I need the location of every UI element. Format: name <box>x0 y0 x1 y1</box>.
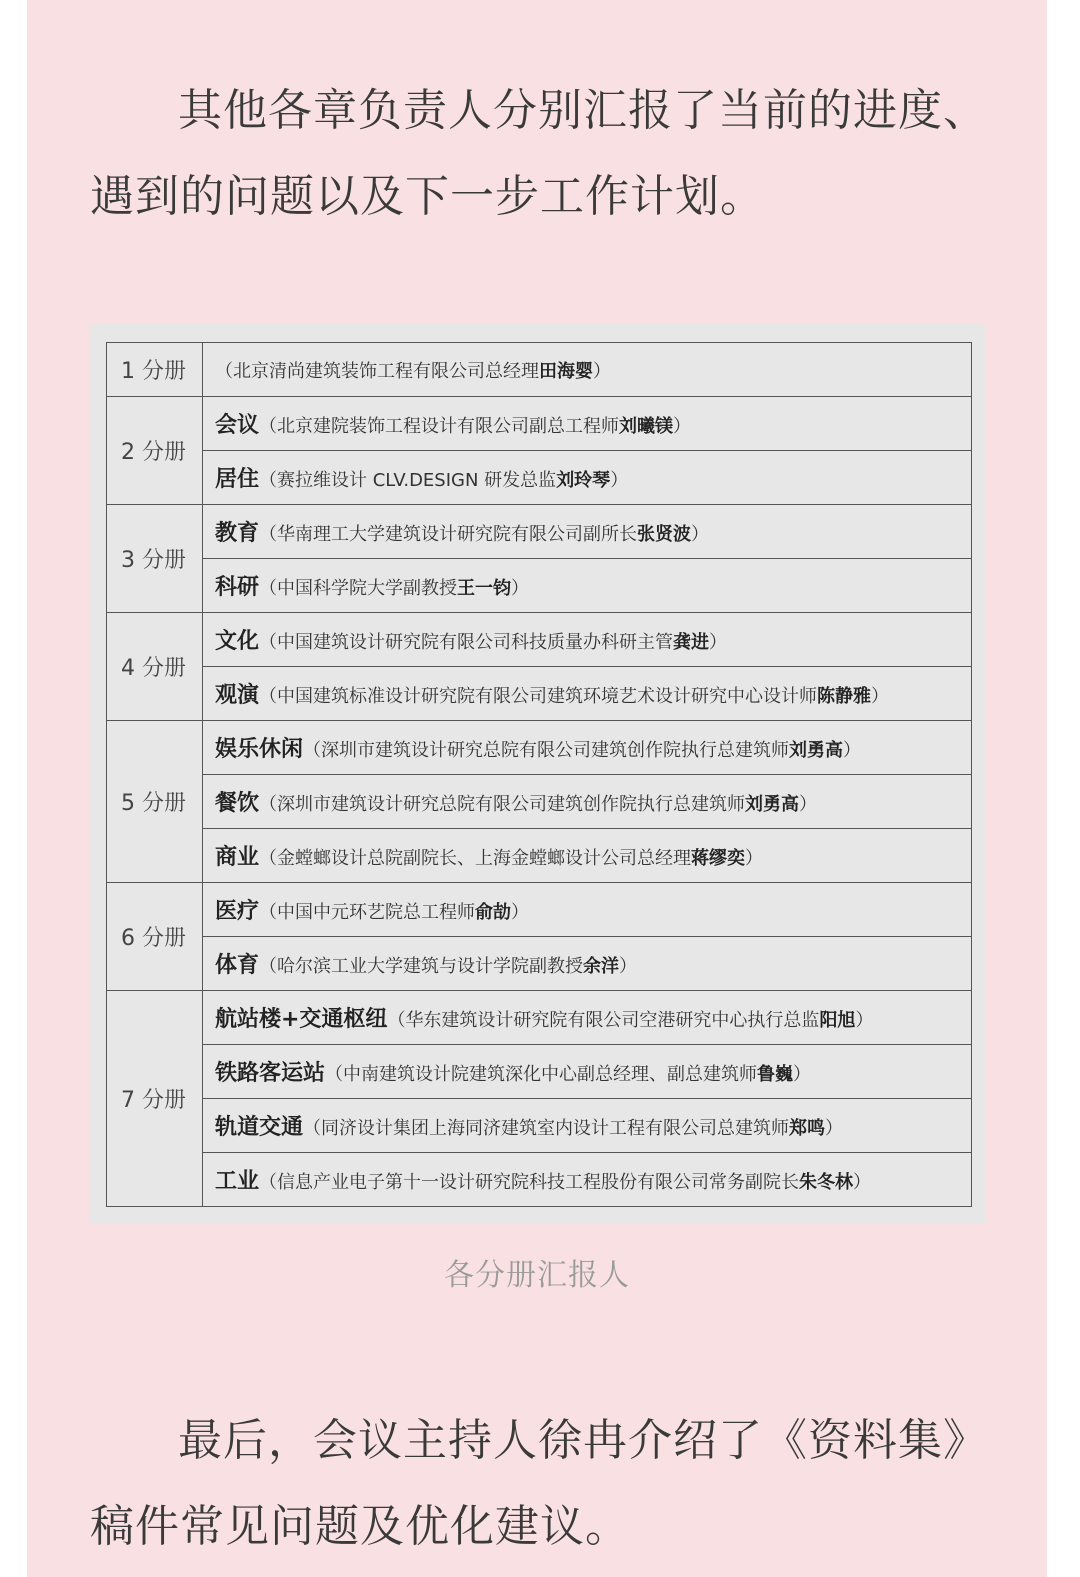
close-paren: ） <box>593 360 611 382</box>
reporter-affiliation: 北京建院装饰工程设计有限公司副总工程师 <box>277 416 620 437</box>
reporter-name: 郑鸣 <box>789 1118 826 1139</box>
open-paren: （ <box>215 360 233 382</box>
category-label: 娱乐休闲 <box>215 737 304 762</box>
reporter-name: 田海婴 <box>539 360 593 382</box>
reporter-name: 鲁巍 <box>757 1064 794 1085</box>
category-label: 体育 <box>215 953 260 978</box>
reporter-cell <box>203 451 972 505</box>
table-row <box>107 1099 972 1153</box>
reporter-affiliation: 深圳市建筑设计研究总院有限公司建筑创作院执行总建筑师 <box>321 740 790 761</box>
reporter-cell <box>203 559 972 613</box>
close-paren: ） <box>511 578 530 599</box>
reporter-affiliation: 赛拉维设计 CLV.DESIGN 研发总监 <box>277 470 557 491</box>
reporter-cell <box>203 775 972 829</box>
reporter-name: 刘勇高 <box>789 740 844 761</box>
reporter-name: 刘曦镁 <box>619 416 674 437</box>
reporter-name: 王一钧 <box>457 578 512 599</box>
table-row <box>107 829 972 883</box>
open-paren: （ <box>325 1064 344 1085</box>
category-label: 轨道交通 <box>215 1115 304 1140</box>
reporter-cell <box>203 991 972 1045</box>
closing-paragraph: 最后，会议主持人徐冉介绍了《资料集》稿件常见问题及优化建议。 <box>90 1415 988 1552</box>
category-label: 文化 <box>215 629 260 654</box>
category-label: 教育 <box>215 521 260 546</box>
category-label: 工业 <box>215 1169 260 1194</box>
reporters-table-image <box>89 323 985 1224</box>
close-paren: ） <box>843 740 862 761</box>
close-paren: ） <box>691 524 710 545</box>
category-label: 会议 <box>215 413 260 438</box>
reporter-name: 刘玲琴 <box>556 470 611 491</box>
table-row <box>107 883 972 937</box>
open-paren: （ <box>259 578 278 599</box>
close-paren: ） <box>853 1172 872 1193</box>
reporter-name: 余洋 <box>583 956 620 977</box>
category-label: 航站楼+交通枢纽 <box>215 1007 388 1032</box>
intro-paragraph: 其他各章负责人分别汇报了当前的进度、遇到的问题以及下一步工作计划。 <box>90 85 988 222</box>
reporter-cell <box>203 397 972 451</box>
open-paren: （ <box>259 470 278 491</box>
table-row <box>107 505 972 559</box>
reporter-cell <box>203 1153 972 1207</box>
category-label: 医疗 <box>215 899 260 924</box>
table-row <box>107 937 972 991</box>
close-paren: ） <box>511 902 530 923</box>
close-paren: ） <box>709 632 728 653</box>
reporter-affiliation: 中国建筑设计研究院有限公司科技质量办科研主管 <box>277 632 674 653</box>
close-paren: ） <box>799 794 818 815</box>
category-label: 居住 <box>215 467 260 492</box>
open-paren: （ <box>259 686 278 707</box>
reporter-affiliation: 中南建筑设计院建筑深化中心副总经理、副总建筑师 <box>343 1064 758 1085</box>
reporter-name: 蒋缪奕 <box>691 848 746 869</box>
close-paren: ） <box>825 1118 844 1139</box>
reporter-name: 张贤波 <box>637 524 692 545</box>
reporter-name: 陈静雅 <box>817 686 872 707</box>
reporters-table <box>106 342 972 1207</box>
category-label: 科研 <box>215 575 260 600</box>
reporter-affiliation: 信息产业电子第十一设计研究院科技工程股份有限公司常务副院长 <box>277 1172 800 1193</box>
close-paren: ） <box>793 1064 812 1085</box>
reporter-affiliation: 华南理工大学建筑设计研究院有限公司副所长 <box>277 524 638 545</box>
table-row <box>107 397 972 451</box>
reporter-cell <box>203 829 972 883</box>
reporter-affiliation: 金螳螂设计总院副院长、上海金螳螂设计公司总经理 <box>277 848 692 869</box>
reporter-cell <box>203 343 972 397</box>
open-paren: （ <box>259 416 278 437</box>
table-row <box>107 559 972 613</box>
table-row <box>107 775 972 829</box>
volume-cell: 5 分册 <box>107 721 203 883</box>
reporter-name: 俞劼 <box>475 902 512 923</box>
volume-cell: 6 分册 <box>107 883 203 991</box>
volume-cell: 4 分册 <box>107 613 203 721</box>
volume-cell: 1 分册 <box>107 343 203 397</box>
open-paren: （ <box>303 740 322 761</box>
reporter-cell <box>203 1099 972 1153</box>
reporter-name: 阳旭 <box>819 1010 856 1031</box>
open-paren: （ <box>259 632 278 653</box>
category-label: 餐饮 <box>215 791 260 816</box>
table-caption: 各分册汇报人 <box>444 1258 630 1293</box>
volume-cell: 2 分册 <box>107 397 203 505</box>
reporter-cell <box>203 667 972 721</box>
close-paren: ） <box>673 416 692 437</box>
reporter-cell <box>203 883 972 937</box>
open-paren: （ <box>259 848 278 869</box>
reporter-affiliation: 华东建筑设计研究院有限公司空港研究中心执行总监 <box>405 1010 820 1031</box>
close-paren: ） <box>745 848 764 869</box>
table-row <box>107 613 972 667</box>
table-row <box>107 721 972 775</box>
reporter-cell <box>203 937 972 991</box>
open-paren: （ <box>259 956 278 977</box>
open-paren: （ <box>303 1118 322 1139</box>
close-paren: ） <box>871 686 890 707</box>
table-row <box>107 667 972 721</box>
open-paren: （ <box>259 524 278 545</box>
reporter-affiliation: 中国科学院大学副教授 <box>277 578 458 599</box>
reporter-affiliation: 哈尔滨工业大学建筑与设计学院副教授 <box>277 956 584 977</box>
table-row <box>107 991 972 1045</box>
reporter-affiliation: 中国建筑标准设计研究院有限公司建筑环境艺术设计研究中心设计师 <box>277 686 818 707</box>
reporter-cell <box>203 721 972 775</box>
close-paren: ） <box>855 1010 874 1031</box>
article-page <box>27 0 1047 1577</box>
open-paren: （ <box>387 1010 406 1031</box>
table-row <box>107 343 972 397</box>
reporter-name: 刘勇高 <box>745 794 800 815</box>
reporter-affiliation: 北京清尚建筑装饰工程有限公司总经理 <box>233 360 539 382</box>
table-row <box>107 451 972 505</box>
volume-cell: 7 分册 <box>107 991 203 1207</box>
reporter-affiliation: 深圳市建筑设计研究总院有限公司建筑创作院执行总建筑师 <box>277 794 746 815</box>
close-paren: ） <box>610 470 629 491</box>
close-paren: ） <box>619 956 638 977</box>
reporter-cell <box>203 613 972 667</box>
table-row <box>107 1153 972 1207</box>
category-label: 铁路客运站 <box>215 1061 326 1086</box>
open-paren: （ <box>259 794 278 815</box>
reporter-affiliation: 中国中元环艺院总工程师 <box>277 902 476 923</box>
table-row <box>107 1045 972 1099</box>
volume-cell: 3 分册 <box>107 505 203 613</box>
reporter-cell <box>203 1045 972 1099</box>
reporter-name: 龚进 <box>673 632 710 653</box>
category-label: 商业 <box>215 845 260 870</box>
open-paren: （ <box>259 1172 278 1193</box>
reporter-affiliation: 同济设计集团上海同济建筑室内设计工程有限公司总建筑师 <box>321 1118 790 1139</box>
category-label: 观演 <box>215 683 260 708</box>
open-paren: （ <box>259 902 278 923</box>
reporter-name: 朱冬林 <box>799 1172 854 1193</box>
reporter-cell <box>203 505 972 559</box>
